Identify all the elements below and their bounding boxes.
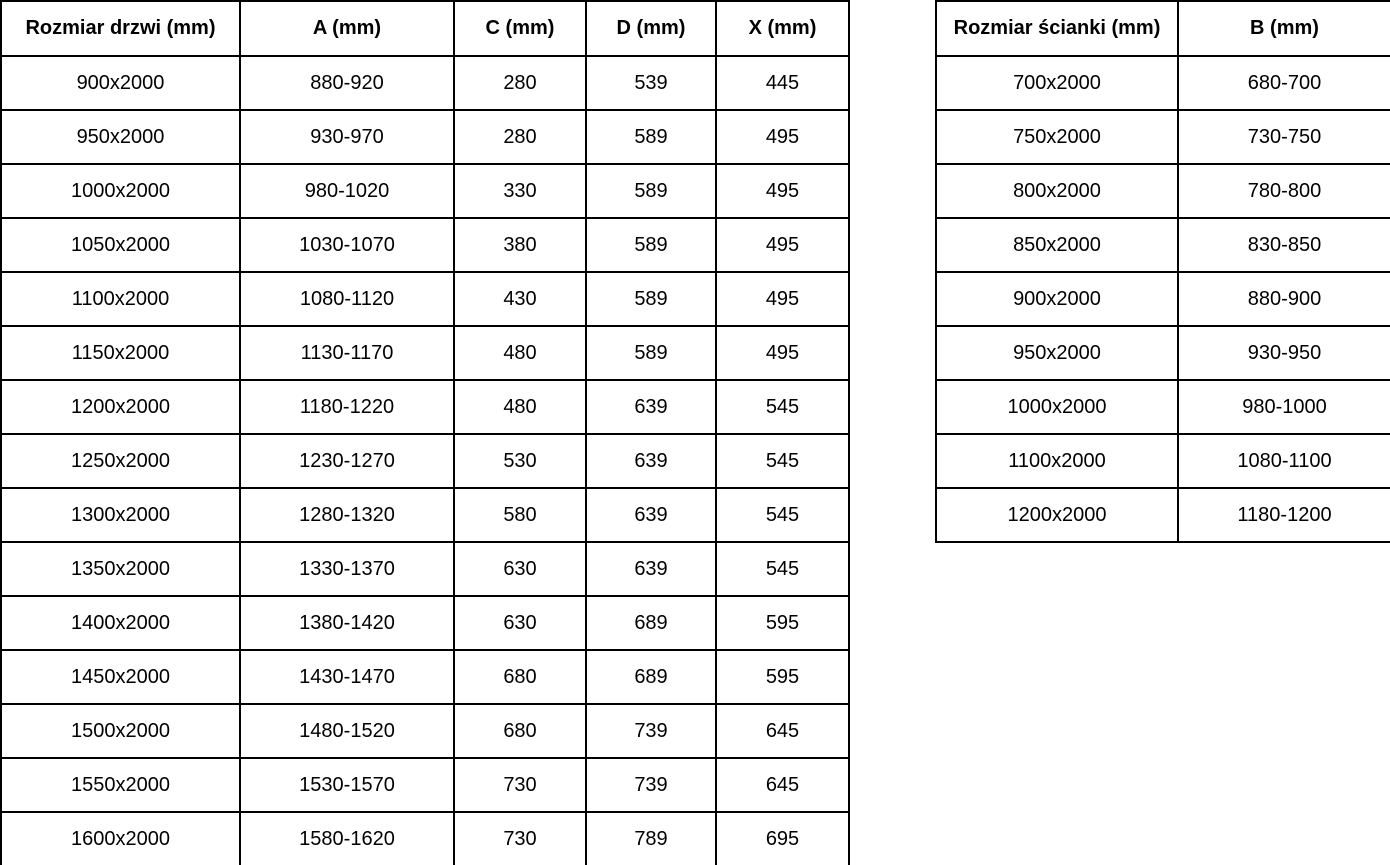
- table-cell: 545: [716, 542, 849, 596]
- table-row: [936, 110, 1390, 164]
- table-cell: 445: [716, 56, 849, 110]
- table-cell: 639: [586, 542, 716, 596]
- table-cell: 789: [586, 812, 716, 865]
- table-cell: 1600x2000: [1, 812, 240, 865]
- table-cell: 380: [454, 218, 586, 272]
- table-cell: 800x2000: [936, 164, 1178, 218]
- table-cell: 850x2000: [936, 218, 1178, 272]
- table-row: [936, 56, 1390, 110]
- table-cell: 589: [586, 272, 716, 326]
- table-cell: 589: [586, 110, 716, 164]
- table-cell: 1000x2000: [936, 380, 1178, 434]
- table-cell: 950x2000: [936, 326, 1178, 380]
- table-cell: 1180-1220: [240, 380, 454, 434]
- table-cell: 495: [716, 326, 849, 380]
- table-cell: 1000x2000: [1, 164, 240, 218]
- table-row: [1, 704, 849, 758]
- table-row: [936, 434, 1390, 488]
- table-cell: 539: [586, 56, 716, 110]
- table-cell: 880-900: [1178, 272, 1390, 326]
- table-cell: 930-950: [1178, 326, 1390, 380]
- table-cell: 1530-1570: [240, 758, 454, 812]
- table-cell: 589: [586, 218, 716, 272]
- table-row: [1, 542, 849, 596]
- table-cell: 639: [586, 380, 716, 434]
- table-cell: 1150x2000: [1, 326, 240, 380]
- table-cell: 495: [716, 218, 849, 272]
- table-cell: 780-800: [1178, 164, 1390, 218]
- table-cell: 1330-1370: [240, 542, 454, 596]
- table-cell: 930-970: [240, 110, 454, 164]
- table-cell: 689: [586, 650, 716, 704]
- table-cell: 880-920: [240, 56, 454, 110]
- table-row: [1, 596, 849, 650]
- column-header: Rozmiar ścianki (mm): [936, 1, 1178, 56]
- table-cell: 480: [454, 326, 586, 380]
- table-cell: 1480-1520: [240, 704, 454, 758]
- table-cell: 680: [454, 650, 586, 704]
- table-cell: 645: [716, 758, 849, 812]
- table-cell: 495: [716, 110, 849, 164]
- table-cell: 1430-1470: [240, 650, 454, 704]
- table-cell: 480: [454, 380, 586, 434]
- table-cell: 639: [586, 488, 716, 542]
- table-cell: 1280-1320: [240, 488, 454, 542]
- table-cell: 280: [454, 110, 586, 164]
- table-row: [936, 326, 1390, 380]
- table-cell: 589: [586, 164, 716, 218]
- column-header: X (mm): [716, 1, 849, 56]
- table-cell: 980-1020: [240, 164, 454, 218]
- table-cell: 700x2000: [936, 56, 1178, 110]
- table-cell: 1050x2000: [1, 218, 240, 272]
- table-cell: 1200x2000: [1, 380, 240, 434]
- column-header: C (mm): [454, 1, 586, 56]
- table-cell: 950x2000: [1, 110, 240, 164]
- table-cell: 1300x2000: [1, 488, 240, 542]
- table-cell: 680-700: [1178, 56, 1390, 110]
- table-cell: 595: [716, 596, 849, 650]
- table-cell: 739: [586, 758, 716, 812]
- table-cell: 1450x2000: [1, 650, 240, 704]
- table-cell: 1130-1170: [240, 326, 454, 380]
- table-cell: 1400x2000: [1, 596, 240, 650]
- table-cell: 495: [716, 272, 849, 326]
- table-cell: 630: [454, 596, 586, 650]
- wall-panel-dimensions-table: [935, 0, 1390, 543]
- table-row: [1, 380, 849, 434]
- header-row: [936, 1, 1390, 56]
- table-cell: 545: [716, 434, 849, 488]
- table-cell: 330: [454, 164, 586, 218]
- table-row: [1, 110, 849, 164]
- table-cell: 695: [716, 812, 849, 865]
- table-row: [936, 272, 1390, 326]
- table-row: [936, 218, 1390, 272]
- table-cell: 589: [586, 326, 716, 380]
- table-row: [1, 812, 849, 865]
- table-cell: 1030-1070: [240, 218, 454, 272]
- table-row: [1, 488, 849, 542]
- table-row: [1, 326, 849, 380]
- table-cell: 1350x2000: [1, 542, 240, 596]
- table-cell: 630: [454, 542, 586, 596]
- table-cell: 530: [454, 434, 586, 488]
- table-cell: 980-1000: [1178, 380, 1390, 434]
- table-cell: 680: [454, 704, 586, 758]
- table-row: [1, 56, 849, 110]
- table-cell: 430: [454, 272, 586, 326]
- table-cell: 595: [716, 650, 849, 704]
- table-cell: 750x2000: [936, 110, 1178, 164]
- table-row: [1, 758, 849, 812]
- table-cell: 1080-1120: [240, 272, 454, 326]
- table-cell: 1580-1620: [240, 812, 454, 865]
- table-cell: 1230-1270: [240, 434, 454, 488]
- table-cell: 1250x2000: [1, 434, 240, 488]
- table-cell: 730: [454, 812, 586, 865]
- table-cell: 1500x2000: [1, 704, 240, 758]
- table-row: [936, 164, 1390, 218]
- column-header: B (mm): [1178, 1, 1390, 56]
- table-row: [1, 164, 849, 218]
- table-row: [936, 380, 1390, 434]
- table-cell: 1380-1420: [240, 596, 454, 650]
- table-cell: 739: [586, 704, 716, 758]
- table-row: [1, 434, 849, 488]
- table-cell: 545: [716, 488, 849, 542]
- column-header: A (mm): [240, 1, 454, 56]
- column-header: D (mm): [586, 1, 716, 56]
- table-cell: 900x2000: [1, 56, 240, 110]
- table-cell: 580: [454, 488, 586, 542]
- table-cell: 645: [716, 704, 849, 758]
- table-cell: 730: [454, 758, 586, 812]
- table-cell: 730-750: [1178, 110, 1390, 164]
- column-header: Rozmiar drzwi (mm): [1, 1, 240, 56]
- table-cell: 689: [586, 596, 716, 650]
- table-row: [936, 488, 1390, 542]
- table-cell: 1100x2000: [1, 272, 240, 326]
- table-cell: 1180-1200: [1178, 488, 1390, 542]
- table-cell: 1100x2000: [936, 434, 1178, 488]
- table-cell: 1080-1100: [1178, 434, 1390, 488]
- table-row: [1, 650, 849, 704]
- table-cell: 1550x2000: [1, 758, 240, 812]
- table-row: [1, 218, 849, 272]
- header-row: [1, 1, 849, 56]
- table-cell: 545: [716, 380, 849, 434]
- table-cell: 639: [586, 434, 716, 488]
- table-row: [1, 272, 849, 326]
- table-cell: 830-850: [1178, 218, 1390, 272]
- table-cell: 900x2000: [936, 272, 1178, 326]
- table-cell: 1200x2000: [936, 488, 1178, 542]
- table-cell: 280: [454, 56, 586, 110]
- table-cell: 495: [716, 164, 849, 218]
